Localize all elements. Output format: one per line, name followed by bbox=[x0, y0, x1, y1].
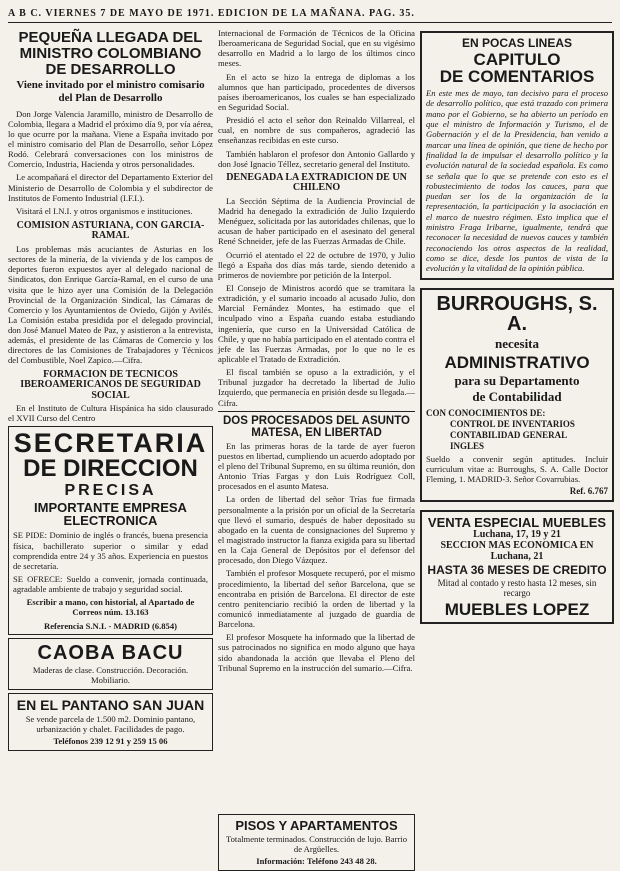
ad-muebles-address: Luchana, 17, 19 y 21 bbox=[473, 529, 561, 541]
article-colombia-subtitle: Viene invitado por el ministro comisario del Plan de Desarrollo bbox=[16, 79, 205, 104]
article-extradicion-title: DENEGADA LA EXTRADICION DE UN CHILENO bbox=[226, 171, 407, 194]
ad-pisos-tel: Información: Teléfono 243 48 28. bbox=[256, 856, 377, 867]
article-matesa-paragraph: El profesor Mosquete ha informado que la libertad de sus patrocinados no significa en modo alguno que haya sido abandonada la acción que llevaba el Pleno del Tribunal Supremo en la instrucción del sumario.—Cifra. bbox=[218, 632, 415, 673]
article-extradicion-paragraph: Ocurrió el atentado el 22 de octubre de 1970, y Julio llegó a España dos días más tarde, siendo detenido a primeros de noviembre por petición de la Interpol. bbox=[218, 249, 415, 280]
ad-secretaria-offer: SE OFRECE: Sueldo a convenir, jornada continuada, agradable ambiente de trabajo y seguridad social. bbox=[13, 573, 208, 595]
article-tecnicos-continued: Internacional de Formación de Técnicos de la Oficina Iberoamericana de Seguridad Social, que en su vigésimo desarrollo en Madrid a lo largo de los últimos cinco meses. bbox=[218, 28, 415, 69]
article-extradicion-paragraph: La Sección Séptima de la Audiencia Provincial de Madrid ha denegado la extradición de Julio Izquierdo Menéguez, solicitada por las autoridades chilenas, que lo acusan de haber participado en el asesinato del general René Schneider, jefe de las Fuerzas Armadas de Chile. bbox=[218, 195, 415, 247]
ad-muebles-title: VENTA ESPECIAL MUEBLES bbox=[427, 515, 607, 531]
ad-caoba-title: CAOBA BACU bbox=[37, 641, 184, 664]
ad-burroughs-text: Sueldo a convenir según aptitudes. Incluir curriculum vitae a: Burroughs, S. A. Calle Doctor Fleming, 1. MADRID-3. Señor Covarrubias. bbox=[426, 453, 608, 484]
ad-burroughs-dept2: de Contabilidad bbox=[472, 388, 562, 404]
article-tecnicos-continued: También hablaron el profesor don Antonio Gallardo y don José Ignacio Téllez, secretario general del Instituto. bbox=[218, 148, 415, 169]
column-3 bbox=[420, 28, 614, 859]
article-colombia-paragraph: Don Jorge Valencia Jaramillo, ministro de Desarrollo de Colombia, llegara a Madrid el próximo día 9, por vía aérea, lo que ocurre por la mañana. Viene a España invitado por el ministro comisario del Plan de Desarrollo, señor López Rodó. Celebrará conversaciones con los ministros de Comercio, Industria, Hacienda y otros personalidades. bbox=[8, 108, 213, 170]
column-2 bbox=[218, 28, 415, 867]
box-title: CAPITULO bbox=[473, 50, 561, 69]
ad-secretaria-requirements: SE PIDE: Dominio de inglés o francés, buena presencia física, bachillerato superior o similar y edad comprendida entre 24 y 35 años. Experiencia en puestos de secretaría. bbox=[13, 530, 208, 571]
article-matesa-paragraph: En las primeras horas de la tarde de ayer fueron puestos en libertad, cumpliendo un acuerdo adoptado por el pleno del Tribunal Supremo, en su última reunión, don Antonio Trías Fargas y don Luis Rodríguez Coll, procesados en el asunto Matesa. bbox=[218, 440, 415, 492]
article-tecnicos-continued: Presidió el acto el señor don Reinaldo Villarreal, el cual, en nombre de sus compañeros, agradeció las enseñanzas recibidas en este curso. bbox=[218, 115, 415, 146]
box-kicker: EN POCAS LINEAS bbox=[461, 36, 572, 50]
ad-muebles-terms: Mitad al contado y resto hasta 12 meses, sin recargo bbox=[437, 578, 597, 599]
ad-burroughs-dept: para su Departamento bbox=[454, 372, 580, 388]
ad-secretaria-ref: Referencia S.N.I. - MADRID (6.854) bbox=[43, 620, 178, 631]
ad-secretaria bbox=[8, 426, 213, 634]
article-asturias-paragraph: Los problemas más acuciantes de Asturias en los sectores de la minería, de la vivienda y de los campos de deportes fueron expuestos ayer al delegado nacional de Sindicatos, don Enrique García-Ramal, en el curso de una visita que le hizo ayer una Comisión de la Delegación Provincial de la Organización Sindical, las Cámaras de Comercio y los Ayuntamientos de Oviedo, Gijón y Avilés. La Comisión estaba presidida por el delegado provincial, don José Manuel Mateo de Paz, y asistieron a la entrevista, además, el presidente de las Cámaras de Comercio y los directores de las Comisiones de Trabajadores y Técnicos del Combustible, Noel Zapico.—Cifra. bbox=[8, 243, 213, 366]
ad-muebles-lopez bbox=[420, 510, 614, 624]
article-matesa-paragraph: La orden de libertad del señor Trías fue firmada personalmente a la prisión por un oficial de la Secretaría que llevó el sumario, después de haber depositado su abogado en la cuenta de consignaciones del Supremo y el magistrado instructor la fianza exigida para su libertad en la Caja General de Depósitos por el defensor del procesado, don Diego Vázquez. bbox=[218, 494, 415, 566]
ad-burroughs-ref: Ref. 6.767 bbox=[569, 486, 608, 497]
ad-secretaria-title: SECRETARIA bbox=[13, 428, 208, 459]
ad-burroughs-item: CONTROL DE INVENTARIOS bbox=[450, 418, 575, 429]
ad-pisos-text: Totalmente terminados. Construcción de lujo. Barrio de Argüelles. bbox=[225, 834, 408, 855]
ad-pantano-san-juan bbox=[8, 693, 213, 751]
article-colombia-title: PEQUEÑA LLEGADA DEL MINISTRO COLOMBIANO DE DESARROLLO bbox=[18, 29, 203, 78]
ad-muebles-section: SECCION MAS ECONOMICA EN bbox=[440, 540, 594, 552]
article-colombia-paragraph: Le acompañará el director del Departamento Exterior del Ministerio de Desarrollo de Colombia y el subdirector de Institutos de Fomento Industrial (I.F.I.). bbox=[8, 172, 213, 203]
column-1 bbox=[8, 28, 213, 859]
ad-burroughs-title: BURROUGHS, S. A. bbox=[436, 292, 598, 335]
article-tecnicos-paragraph: En el Instituto de Cultura Hispánica ha sido clausurado el XVII Curso del Centro bbox=[8, 403, 213, 424]
box-title2: DE COMENTARIOS bbox=[439, 67, 595, 86]
article-extradicion-paragraph: El Consejo de Ministros acordó que se tramitara la extradición, y el sumario incoado al acusado Julio, don Marcial Fernández Montes, ha estimado que el inculpado vino a España cuando estaba estudiando ingeniería, que curso en la Universidad Católica de Chile, y que no había participado en el atentado contra el jefe de las Fuerzas Armadas, por lo que no le es aplicable el Tratado de Extradición. bbox=[218, 282, 415, 364]
page-header: A B C. VIERNES 7 DE MAYO DE 1971. EDICION DE LA MAÑANA. PAG. 35. bbox=[8, 8, 612, 23]
ad-secretaria-electronica: ELECTRONICA bbox=[63, 513, 158, 529]
article-tecnicos-continued: En el acto se hizo la entrega de diplomas a los alumnos que han participado, procedentes de diversos países iberoamericanos, los cuales se han especializado en Seguridad Social. bbox=[218, 71, 415, 112]
article-matesa-title: DOS PROCESADOS DEL ASUNTO MATESA, EN LIBERTAD bbox=[222, 414, 410, 439]
ad-secretaria-contact: Escribir a mano, con historial, al Apartado de Correos núm. 13.163 bbox=[26, 597, 195, 618]
ad-muebles-credit: HASTA 36 MESES DE CREDITO bbox=[427, 563, 607, 578]
ad-pisos-title: PISOS Y APARTAMENTOS bbox=[235, 818, 398, 833]
ad-burroughs-role: ADMINISTRATIVO bbox=[444, 352, 590, 372]
article-asturias-title: COMISION ASTURIANA, CON GARCIA-RAMAL bbox=[16, 219, 205, 242]
box-text: En este mes de mayo, tan decisivo para el proceso de desarrollo político, que está trazado con primera mano por el Gobierno, se ha abierto un período en que el ministro de Información y Turismo, el de Gobernación y el de la Presidencia, han venido a marcar una línea de opinión, que tiene de hecho por finalidad la de impulsar el desarrollo político y la evolución natural de la sociedad española. Es como se señala que lo que se pretende con esto es el robustecimiento de todos los cauces, para que puedan ser los de la organización de la representación, la participación y la asociación en el marco de nuestro régimen. Esto implica que el ministro Fraga Iribarne, igualmente, tendrá que reconocer la necesidad de nuevos cauces y también reconociendo los otros aspectos de la realidad, como se dice, desde los puntos de vista de la evolución y la vitalidad de la opinión pública. bbox=[426, 88, 608, 274]
ad-pantano-text: Se vende parcela de 1.500 m2. Dominio pantano, urbanización y chalet. Facilidades de pago. bbox=[25, 713, 196, 735]
box-en-pocas-lineas bbox=[420, 31, 614, 280]
ad-secretaria-empresa: IMPORTANTE EMPRESA bbox=[34, 500, 187, 516]
ad-pisos bbox=[218, 814, 415, 871]
ad-muebles-address2: Luchana, 21 bbox=[490, 551, 544, 563]
ad-pantano-title: EN EL PANTANO SAN JUAN bbox=[16, 696, 205, 713]
ad-caoba-text: Maderas de clase. Construcción. Decoración. Mobiliario. bbox=[32, 664, 189, 685]
article-matesa-paragraph: También el profesor Mosquete recuperó, por el mismo procedimiento, la libertad del señor Barcelona, que se encontraba en prisión de Barcelona. El director de este centro penitenciario recibió la orden de libertad y la comunicó inmediatamente al juzgado de guardia de Barcelona. bbox=[218, 568, 415, 630]
ad-burroughs bbox=[420, 288, 614, 502]
ad-caoba-bacu bbox=[8, 638, 213, 690]
ad-burroughs-necesita: necesita bbox=[494, 335, 540, 351]
ad-secretaria-title2: DE DIRECCION bbox=[23, 455, 198, 483]
ad-pantano-tel: Teléfonos 239 12 91 y 259 15 06 bbox=[53, 736, 168, 747]
ad-burroughs-item: CONTABILIDAD GENERAL bbox=[450, 429, 568, 440]
ad-muebles-brand: MUEBLES LOPEZ bbox=[444, 600, 590, 620]
ad-burroughs-conocimientos: CON CONOCIMIENTOS DE: bbox=[426, 407, 546, 418]
divider bbox=[218, 411, 415, 412]
article-tecnicos-title: FORMACION DE TECNICOS IBEROAMERICANOS DE SEGURIDAD SOCIAL bbox=[20, 368, 201, 401]
ad-burroughs-item: INGLES bbox=[450, 440, 485, 451]
article-colombia-paragraph: Visitará el I.N.I. y otros organismos e instituciones. bbox=[16, 205, 193, 216]
ad-secretaria-precisa: PRECISA bbox=[64, 482, 157, 500]
article-extradicion-paragraph: El fiscal también se opuso a la extradición, y el Tribunal juzgador ha decretado la libertad de Julio Izquierdo, que permanecía en prisión desde su llegada.—Cifra. bbox=[218, 367, 415, 408]
